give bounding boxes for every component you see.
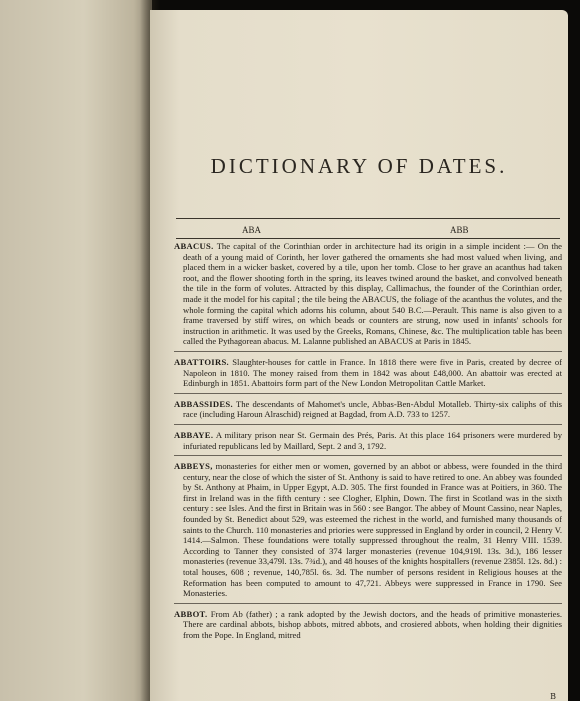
entry-abattoirs (174, 357, 562, 389)
entry-abbaye (174, 430, 562, 451)
entry-divider (174, 424, 562, 425)
entry-abbassides (174, 399, 562, 420)
header-rule-top (176, 218, 560, 219)
entry-divider (174, 393, 562, 394)
entry-divider (174, 455, 562, 456)
entry-divider (174, 603, 562, 604)
entry-divider (174, 351, 562, 352)
entry-text: A military prison near St. Germain des Prés, Paris. At this place 164 prisoners were murdered by infuriated republicans led by Maillard, Sept. 2 and 3, 1792. (183, 429, 562, 451)
header-rule-bottom (176, 238, 560, 239)
entry-text: The capital of the Corinthian order in architecture had its origin in a simple incident :— On the death of a young maid of Corinth, her lover gathered the ornaments she had most valued when living, and placed them in a wicker basket, covered by a tile, upon her tomb. Close to her grave an acanthus had taken root, and the flower shooting forth in the spring, its leaves twined around the basket, and convolved beneath the tile in the form of volutes. Attracted by this display, Callimachus, the founder of the Corinthian order, made it the model for his capital ; the tile being the ABACUS, the foliage of the acanthus the volutes, and the whole forming the capital which adorns his column, about 540 B.C.—Perault. This name is also given to a frame traversed by stiff wires, on which beads or counters are strung, now used in infants' schools for instruction in arithmetic. It was used by the Greeks, Romans, Chinese, &c. The multiplication table has been called the Pythagorean abacus. M. Lalanne published an ABACUS at Paris in 1845. (183, 241, 562, 347)
entry-head: ABACUS. (174, 241, 214, 251)
running-head-left: ABA (242, 225, 262, 235)
signature-mark: B (550, 692, 556, 701)
running-head-right: ABB (450, 225, 469, 235)
book-page (150, 10, 568, 701)
entry-text: From Ab (father) ; a rank adopted by the Jewish doctors, and the heads of primitive monasteries. There are cardinal abbots, bishop abbots, mitred abbots, and crosiered abbots, when holding their dignities from the Pope. In England, mitred (183, 608, 562, 640)
entry-head: ABBASSIDES. (174, 398, 233, 409)
entry-text: Slaughter-houses for cattle in France. In 1818 there were five in Paris, created by decree of Napoleon in 1810. The money raised from them in 1842 was about £48,000. An abattoir was erected at Edinburgh in 1851. Abattoirs form part of the New London Metropolitan Cattle Market. (183, 356, 562, 389)
entry-head: ABBOT. (174, 608, 208, 619)
entry-head: ABBEYS, (174, 461, 213, 472)
entry-text: The descendants of Mahomet's uncle, Abbas-Ben-Abdul Motalleb. Thirty-six caliphs of this race (including Haroun Alraschid) reigned at Bagdad, from A.D. 733 to 1257. (183, 398, 562, 420)
entry-abbeys (174, 461, 562, 599)
entry-head: ABATTOIRS. (174, 356, 229, 367)
left-page (0, 0, 152, 701)
entry-abacus (174, 241, 562, 347)
entry-head: ABBAYE. (174, 429, 214, 440)
entries-column (174, 241, 562, 645)
entry-abbot (174, 609, 562, 641)
page-title: DICTIONARY OF DATES. (210, 154, 508, 178)
entry-text: monasteries for either men or women, governed by an abbot or abbess, were founded in the third century, near the close of which the sister of St. Anthony is said to have retired to one. An abbey was founded by St. Anthony at Phaim, in Upper Egypt, A.D. 305. The first founded in France was at Poitiers, in 360. The first in Ireland was in the fifth century : see Clogher, Elphin, Down. The first in Scotland was in the sixth century : see Isles. And the first in Britain was in 560 : see Bangor. The abbey of Mount Cassino, near Naples, founded by St. Benedict about 529, was esteemed the richest in the world, and furnished many thousands of saints to the Church. 110 monasteries and priories were suppressed in England by order in council, 2 Henry V. 1414.—Salmon. These foundations were totally suppressed throughout the realm, 31 Henry VIII. 1539. According to Tanner they consisted of 374 larger monasteries (revenue 104,919l. 13s. 3d.), 186 lesser monasteries (revenue 33,479l. 13s. 7¾d.), and 48 houses of the knights hospitallers (revenue 2385l. 12s. 8d.) : total houses, 608 ; revenue, 140,785l. 6s. 3d. The number of persons resident in Religious houses at the Reformation has been computed to amount to 47,721. Abbeys were suppressed in France in 1790. See Monasteries. (183, 461, 563, 599)
